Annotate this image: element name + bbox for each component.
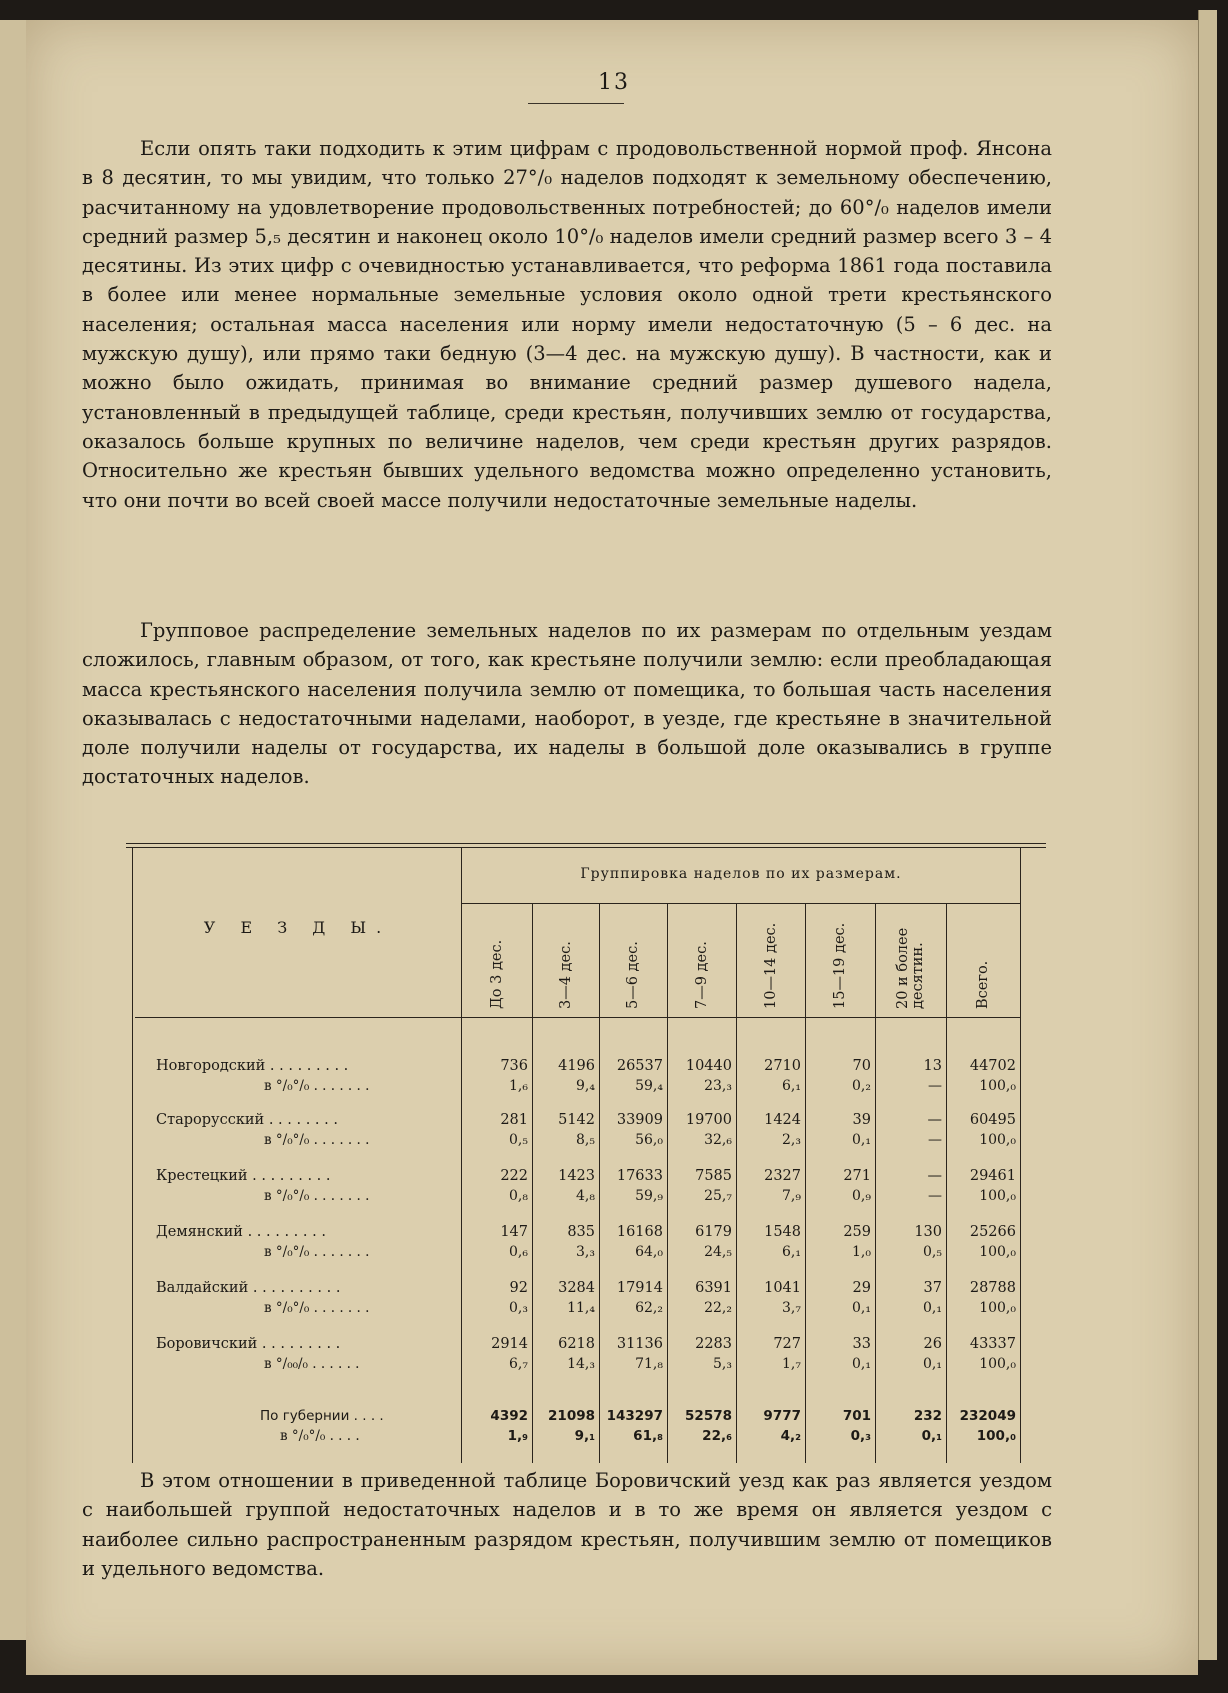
table-cell-percent: 0,₈ bbox=[509, 1188, 528, 1204]
table-cell: 1041 bbox=[764, 1280, 801, 1296]
table-cell-percent: 0,₁ bbox=[852, 1300, 871, 1316]
table-cell-percent: 6,₁ bbox=[782, 1078, 801, 1094]
table-cell: 33 bbox=[852, 1336, 871, 1352]
table-cell: 1423 bbox=[558, 1168, 595, 1184]
table-cell-percent: 1,₉ bbox=[507, 1428, 528, 1444]
column-header-label: 7—9 дес. bbox=[693, 941, 710, 1009]
table-cell: 29 bbox=[852, 1280, 871, 1296]
table-cell: 222 bbox=[500, 1168, 528, 1184]
table-right-rule bbox=[1020, 848, 1021, 1463]
table-cell: 143297 bbox=[606, 1408, 663, 1424]
table-cell: 271 bbox=[843, 1168, 871, 1184]
table-cell-percent: 23,₃ bbox=[704, 1078, 732, 1094]
table-cell-percent: 64,₀ bbox=[635, 1244, 663, 1260]
table-cell-percent: 1,₀ bbox=[852, 1244, 871, 1260]
table-left-rule bbox=[132, 848, 133, 1463]
table-cell-percent: 0,₁ bbox=[852, 1132, 871, 1148]
table-cell-percent: 100,₀ bbox=[979, 1356, 1016, 1372]
table-cell-percent: 8,₅ bbox=[576, 1132, 595, 1148]
table-cell: 4392 bbox=[490, 1408, 528, 1424]
table-cell-percent: 100,₀ bbox=[979, 1244, 1016, 1260]
column-header-2 bbox=[532, 905, 599, 1015]
column-header-label: 5—6 дес. bbox=[625, 941, 641, 1009]
percent-row-label: в °/₀°/₀ . . . . . . . bbox=[264, 1132, 370, 1148]
table-cell-percent: 22,₂ bbox=[704, 1300, 732, 1316]
leader-dots: . . . . . . . . . bbox=[247, 1168, 331, 1184]
paragraph-3: В этом отношении в приведенной таблице Боровичский уезд как раз является уездом с наибольшей группой недостаточных наделов и в то же время он является уездом с наиболее сильно распространенным разрядом крестьян, получившим землю от помещиков и удельного ведомства. bbox=[82, 1469, 1052, 1580]
table-cell-percent: 24,₅ bbox=[704, 1244, 732, 1260]
leader-dots: . . . . . . . . . bbox=[265, 1058, 349, 1074]
percent-row-label: в °/₀°/₀ . . . . . . . bbox=[264, 1244, 370, 1260]
table-cell: 28788 bbox=[969, 1280, 1016, 1296]
table-cell-percent: 0,₁ bbox=[921, 1428, 942, 1444]
table-cell-percent: 100,₀ bbox=[979, 1188, 1016, 1204]
table-cell: 13 bbox=[923, 1058, 942, 1074]
table-cell: 2283 bbox=[695, 1336, 732, 1352]
table-cell-percent: 2,₃ bbox=[782, 1132, 801, 1148]
column-header-6 bbox=[805, 905, 875, 1015]
table-cell: 5142 bbox=[558, 1112, 595, 1128]
table-cell: 2914 bbox=[491, 1336, 528, 1352]
table-cell: 60495 bbox=[969, 1112, 1016, 1128]
district-name bbox=[156, 1112, 438, 1128]
table-cell-percent: 0,₂ bbox=[852, 1078, 871, 1094]
paragraph-1: Если опять таки подходить к этим цифрам с продовольственной нормой проф. Янсона в 8 десятин, то мы увидим, что только 27°/₀ наделов подходят к земельному обеспечению, расчитанному на удовлетворение продовольственных потребностей; до 60°/₀ наделов имели средний размер 5,₅ десятин и наконец около 10°/₀ наделов имели средний размер всего 3 – 4 десятины. Из этих цифр с очевидностью устанавливается, что реформа 1861 года поставила в более или менее нормальные земельные условия около одной трети крестьянского населения; остальная масса населения или норму имели недостаточную (5 – 6 дес. на мужскую душу), или прямо таки бедную (3—4 дес. на мужскую душу). В частности, как и можно было ожидать, принимая во внимание средний размер душевого надела, установленный в предыдущей таблице, среди крестьян, получивших землю от государства, оказалось больше крупных по величине наделов, чем среди крестьян других разрядов. Относительно же крестьян бывших удельного ведомства можно определенно установить, что они почти во всей своей массе получили недостаточные земельные наделы. bbox=[82, 137, 1052, 512]
table-cell: 835 bbox=[567, 1224, 595, 1240]
table-cell: 701 bbox=[842, 1408, 871, 1424]
table-cell-percent: 1,₆ bbox=[509, 1078, 528, 1094]
table-cell: 70 bbox=[852, 1058, 871, 1074]
table-cell-percent: 14,₃ bbox=[567, 1356, 595, 1372]
table-cell-percent: 6,₁ bbox=[782, 1244, 801, 1260]
table-cell-percent: 4,₈ bbox=[576, 1188, 595, 1204]
table-cell-percent: 7,₉ bbox=[782, 1188, 801, 1204]
table-cell-percent: 32,₆ bbox=[704, 1132, 732, 1148]
table-cell-percent: 0,₅ bbox=[923, 1244, 942, 1260]
table-cell-percent: 6,₇ bbox=[509, 1356, 528, 1372]
table-cell: 29461 bbox=[969, 1168, 1016, 1184]
table-cell: 6391 bbox=[695, 1280, 732, 1296]
table-top-rule bbox=[126, 843, 1046, 844]
district-name bbox=[156, 1224, 438, 1240]
column-header-label: 20 и более десятин. bbox=[894, 927, 926, 1009]
table-cell: 6218 bbox=[558, 1336, 595, 1352]
table-cell-percent: 100,₀ bbox=[979, 1132, 1016, 1148]
table-cell-percent: 0,₁ bbox=[923, 1356, 942, 1372]
column-header-3 bbox=[599, 905, 667, 1015]
table-cell: 26537 bbox=[616, 1058, 663, 1074]
table-cell-percent: 56,₀ bbox=[635, 1132, 663, 1148]
uezdy-header: У Е З Д Ы. bbox=[203, 918, 392, 937]
percent-row-label: в °/₀°/₀ . . . . bbox=[280, 1428, 360, 1444]
table-cell: 26 bbox=[923, 1336, 942, 1352]
table-cell: 736 bbox=[500, 1058, 528, 1074]
table-cell: 31136 bbox=[616, 1336, 663, 1352]
table-cell: 44702 bbox=[969, 1058, 1016, 1074]
table-cell-percent: — bbox=[928, 1132, 942, 1148]
district-name-text: Боровичский bbox=[156, 1336, 258, 1352]
column-header-7 bbox=[875, 905, 946, 1015]
table-cell-percent: 0,₁ bbox=[852, 1356, 871, 1372]
table-cell-percent: 22,₆ bbox=[702, 1428, 732, 1444]
table-cell: 7585 bbox=[695, 1168, 732, 1184]
percent-row-label: в °/₀°/₀ . . . . . . . bbox=[264, 1078, 370, 1094]
table-cell: 4196 bbox=[558, 1058, 595, 1074]
table-cell: 2327 bbox=[764, 1168, 801, 1184]
table-cell-percent: 3,₃ bbox=[576, 1244, 595, 1260]
table-top-rule-double bbox=[126, 847, 1046, 848]
table-cell: 259 bbox=[843, 1224, 871, 1240]
table-cell: 130 bbox=[914, 1224, 942, 1240]
district-name-text: Старорусский bbox=[156, 1112, 265, 1128]
table-cell: 1548 bbox=[764, 1224, 801, 1240]
table-cell: 232 bbox=[913, 1408, 942, 1424]
group-header: Группировка наделов по их размерам. bbox=[580, 866, 902, 882]
column-header-8 bbox=[946, 905, 1020, 1015]
page-number: 13 bbox=[598, 70, 630, 95]
table-cell-percent: 0,₁ bbox=[923, 1300, 942, 1316]
paragraph-2: Групповое распределение земельных наделов по их размерам по отдельным уездам сложилось, главным образом, от того, как крестьяне получили землю: если преобладающая масса крестьянского населения получила землю от помещика, то большая часть населения оказывалась с недостаточными наделами, наоборот, в уезде, где крестьяне в значительной доле получили наделы от государства, их наделы в большой доле оказывались в группе достаточных наделов. bbox=[82, 619, 1052, 789]
header-bottom-rule bbox=[135, 1017, 1020, 1018]
table-cell-percent: 0,₆ bbox=[509, 1244, 528, 1260]
column-header-label: 3—4 дес. bbox=[557, 941, 574, 1009]
table-cell-percent: 0,₅ bbox=[509, 1132, 528, 1148]
table-cell-percent: 62,₂ bbox=[635, 1300, 663, 1316]
percent-row-label: в °/₀°/₀ . . . . . . . bbox=[264, 1188, 370, 1204]
district-name-text: Демянский bbox=[156, 1224, 243, 1240]
table-cell: 10440 bbox=[685, 1058, 732, 1074]
column-header-label: 10—14 дес. bbox=[762, 922, 779, 1009]
leader-dots: . . . . . . . . . bbox=[257, 1336, 341, 1352]
table-cell: 3284 bbox=[558, 1280, 595, 1296]
column-header-label: 15—19 дес. bbox=[832, 922, 848, 1009]
table-cell-percent: 61,₈ bbox=[633, 1428, 663, 1444]
district-name-text: Крестецкий bbox=[156, 1168, 248, 1184]
percent-row-label: в °/₀₀/₀ . . . . . . bbox=[264, 1356, 360, 1372]
table-cell: 43337 bbox=[969, 1336, 1016, 1352]
district-name bbox=[156, 1058, 438, 1074]
table-cell-percent: 5,₃ bbox=[713, 1356, 732, 1372]
table-cell: 21098 bbox=[548, 1408, 595, 1424]
table-cell-percent: 0,₃ bbox=[509, 1300, 528, 1316]
column-header-1 bbox=[462, 905, 532, 1015]
table-cell: 232049 bbox=[959, 1408, 1016, 1424]
district-name-text: По губернии . . . . bbox=[260, 1408, 384, 1424]
table-cell: 37 bbox=[923, 1280, 942, 1296]
table-cell: 6179 bbox=[695, 1224, 732, 1240]
column-header-label: Всего. bbox=[975, 960, 991, 1009]
district-name bbox=[260, 1408, 438, 1424]
district-name-text: Валдайский bbox=[156, 1280, 249, 1296]
table-cell: 147 bbox=[500, 1224, 528, 1240]
table-cell: 52578 bbox=[685, 1408, 732, 1424]
leader-dots: . . . . . . . . . . bbox=[248, 1280, 341, 1296]
table-cell: 16168 bbox=[616, 1224, 663, 1240]
table-cell-percent: 100,₀ bbox=[979, 1078, 1016, 1094]
column-header-4 bbox=[667, 905, 736, 1015]
column-header-5 bbox=[736, 905, 805, 1015]
table-cell-percent: 9,₁ bbox=[574, 1428, 595, 1444]
table-cell: 1424 bbox=[764, 1112, 801, 1128]
table-cell-percent: 0,₃ bbox=[850, 1428, 871, 1444]
table-cell: 281 bbox=[500, 1112, 528, 1128]
table-cell: 33909 bbox=[616, 1112, 663, 1128]
table-cell-percent: 11,₄ bbox=[567, 1300, 595, 1316]
table-cell-percent: 100,₀ bbox=[976, 1428, 1016, 1444]
district-name bbox=[156, 1280, 438, 1296]
group-header-rule bbox=[462, 903, 1020, 904]
table-cell: 92 bbox=[509, 1280, 528, 1296]
table-cell: 727 bbox=[773, 1336, 801, 1352]
table-cell: — bbox=[927, 1168, 942, 1184]
table-cell-percent: 59,₄ bbox=[635, 1078, 663, 1094]
table-cell: 17914 bbox=[616, 1280, 663, 1296]
table-cell-percent: 25,₇ bbox=[704, 1188, 732, 1204]
table-cell-percent: 100,₀ bbox=[979, 1300, 1016, 1316]
table-cell: 39 bbox=[852, 1112, 871, 1128]
leader-dots: . . . . . . . . bbox=[264, 1112, 338, 1128]
table-cell: 19700 bbox=[685, 1112, 732, 1128]
table-cell: 2710 bbox=[764, 1058, 801, 1074]
table-cell: 25266 bbox=[969, 1224, 1016, 1240]
table-cell-percent: 0,₉ bbox=[852, 1188, 871, 1204]
table-cell-percent: — bbox=[928, 1078, 942, 1094]
percent-row-label: в °/₀°/₀ . . . . . . . bbox=[264, 1300, 370, 1316]
district-name bbox=[156, 1168, 438, 1184]
leader-dots: . . . . . . . . . bbox=[242, 1224, 326, 1240]
table-cell: 17633 bbox=[616, 1168, 663, 1184]
table-cell-percent: 3,₇ bbox=[782, 1300, 801, 1316]
table-cell-percent: 4,₂ bbox=[780, 1428, 801, 1444]
district-name bbox=[156, 1336, 438, 1352]
table-cell-percent: 9,₄ bbox=[576, 1078, 595, 1094]
table-cell-percent: 71,₈ bbox=[635, 1356, 663, 1372]
table-cell-percent: 59,₉ bbox=[635, 1188, 663, 1204]
column-header-label: До 3 дес. bbox=[489, 939, 505, 1009]
table-cell: — bbox=[927, 1112, 942, 1128]
district-name-text: Новгородский bbox=[156, 1058, 266, 1074]
table-cell-percent: 1,₇ bbox=[782, 1356, 801, 1372]
table-cell: 9777 bbox=[763, 1408, 801, 1424]
table-cell-percent: — bbox=[928, 1188, 942, 1204]
